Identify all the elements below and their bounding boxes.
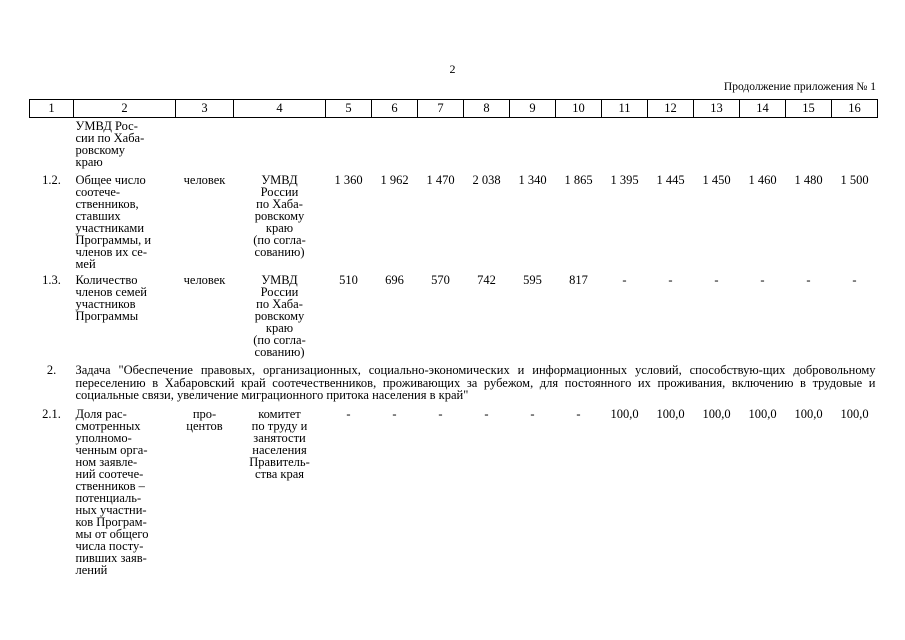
- value-cell: 742: [477, 273, 496, 287]
- value-cell: 1 340: [518, 173, 547, 187]
- header-cell: 3: [176, 100, 234, 118]
- header-cell: 10: [556, 100, 602, 118]
- value-cell: -: [576, 406, 581, 421]
- table-row: [30, 270, 878, 358]
- task-row: [30, 358, 878, 404]
- unit-cell: человек: [183, 173, 226, 187]
- header-cell: 1: [30, 100, 74, 118]
- header-cell: 15: [786, 100, 832, 118]
- value-cell: 1 395: [610, 173, 639, 187]
- value-cell: 100,0: [656, 406, 685, 421]
- header-cell: 14: [740, 100, 786, 118]
- value-cell: 595: [523, 273, 542, 287]
- executor-cell: УМВД России по Хаба- ровскому краю (по согла- сованию): [253, 273, 306, 359]
- row-number: 2.: [46, 363, 57, 377]
- header-cell: 4: [234, 100, 326, 118]
- value-cell: 696: [385, 273, 404, 287]
- value-cell: 100,0: [702, 406, 731, 421]
- header-cell: 5: [326, 100, 372, 118]
- value-cell: 100,0: [794, 406, 823, 421]
- value-cell: -: [438, 406, 443, 421]
- header-cell: 11: [602, 100, 648, 118]
- value-cell: 100,0: [840, 406, 869, 421]
- header-cell: 16: [832, 100, 878, 118]
- value-cell: 1 450: [702, 173, 731, 187]
- value-cell: -: [622, 273, 627, 287]
- task-text: Задача "Обеспечение правовых, организационных, социально-экономических и информационных условий, способствую-щих добровольному переселению в Хабаровский край соотечественников, проживающих за рубежом, для постоянного их проживания, включению в трудовые и социальные связи, увеличение миграционного притока населения в край": [75, 363, 876, 402]
- page-number: 2: [449, 62, 456, 76]
- value-cell: 1 470: [426, 173, 455, 187]
- value-cell: 2 038: [472, 173, 501, 187]
- value-cell: -: [714, 273, 719, 287]
- value-cell: -: [392, 406, 397, 421]
- value-cell: -: [668, 273, 673, 287]
- row-number: 2.1.: [42, 406, 61, 421]
- unit-cell: про- центов: [186, 406, 223, 433]
- unit-cell: человек: [183, 273, 226, 287]
- value-cell: 1 500: [840, 173, 869, 187]
- column-number-header-row: [30, 100, 878, 118]
- value-cell: 1 962: [380, 173, 409, 187]
- value-cell: -: [760, 273, 765, 287]
- value-cell: 1 865: [564, 173, 593, 187]
- row-number: 1.3.: [42, 273, 61, 287]
- header-cell: 6: [372, 100, 418, 118]
- value-cell: 1 360: [334, 173, 363, 187]
- indicator-name: Количество членов семей участников Программы: [75, 273, 147, 323]
- indicator-name: Доля рас- смотренных уполномо- ченным орга- ном заявле- ний соотече- ственников – потенциаль- ных участни- ков Програм- мы от общего числа посту- пивших заяв- лений: [75, 406, 149, 577]
- header-cell: 7: [418, 100, 464, 118]
- value-cell: -: [806, 273, 811, 287]
- value-cell: 100,0: [610, 406, 639, 421]
- value-cell: 510: [339, 273, 358, 287]
- header-cell: 2: [74, 100, 176, 118]
- header-cell: 9: [510, 100, 556, 118]
- continuation-label: Продолжение приложения № 1: [723, 81, 876, 93]
- value-cell: -: [530, 406, 535, 421]
- row-number: 1.2.: [42, 173, 61, 187]
- value-cell: 100,0: [748, 406, 777, 421]
- header-cell: 8: [464, 100, 510, 118]
- indicator-name: УМВД Рос- сии по Хаба- ровскому краю: [75, 119, 145, 169]
- value-cell: 1 445: [656, 173, 685, 187]
- value-cell: 570: [431, 273, 450, 287]
- executor-cell: комитет по труду и занятости населения Правитель- ства края: [249, 406, 310, 481]
- header-cell: 13: [694, 100, 740, 118]
- value-cell: 1 460: [748, 173, 777, 187]
- table-row: [30, 404, 878, 576]
- table-row: [30, 118, 878, 171]
- executor-cell: УМВД России по Хаба- ровскому краю (по согла- сованию): [253, 173, 306, 259]
- table-row: [30, 170, 878, 270]
- header-cell: 12: [648, 100, 694, 118]
- value-cell: -: [484, 406, 489, 421]
- indicator-name: Общее число соотече- ственников, ставших участниками Программы, и членов их се- мей: [75, 173, 152, 271]
- value-cell: -: [346, 406, 351, 421]
- value-cell: 1 480: [794, 173, 823, 187]
- value-cell: -: [852, 273, 857, 287]
- indicators-table: [29, 99, 878, 576]
- value-cell: 817: [569, 273, 588, 287]
